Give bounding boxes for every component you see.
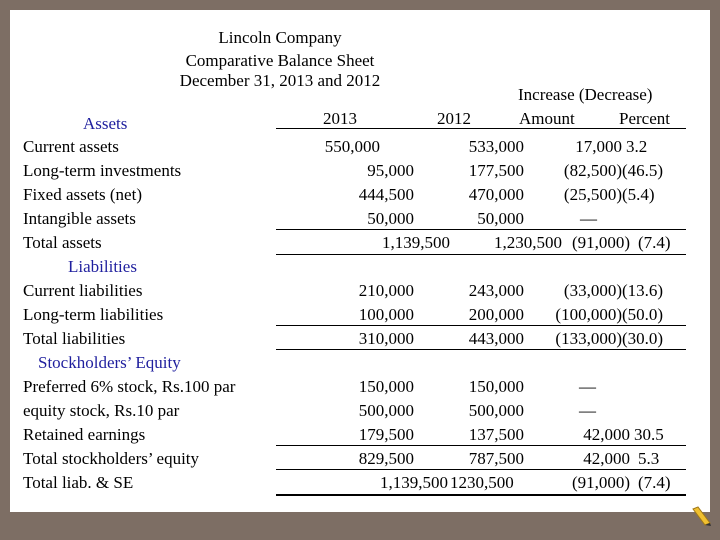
row-2013: 179,500	[358, 425, 414, 444]
row-amount: —	[579, 401, 596, 420]
row-2013: 50,000	[367, 209, 414, 228]
row-amount: —	[579, 377, 596, 396]
row-2013: 100,000	[358, 305, 414, 324]
row-2013: 829,500	[358, 449, 414, 468]
section-liabilities: Liabilities	[68, 257, 137, 276]
row-2013: 444,500	[358, 185, 414, 204]
row-2013: 1,139,500	[382, 233, 450, 252]
subtotal-rule	[276, 229, 686, 230]
total-rule	[276, 254, 686, 255]
row-percent: (30.0)	[622, 329, 664, 348]
row-amount: (91,000)	[572, 233, 631, 252]
row-label: Fixed assets (net)	[23, 185, 142, 204]
row-label: Long-term investments	[23, 161, 182, 180]
row-amount: 42,000	[583, 425, 630, 444]
row-percent: (5.4)	[622, 185, 655, 204]
row-2012: 150,000	[468, 377, 524, 396]
row-2013: 210,000	[358, 281, 414, 300]
row-2013: 1,139,500	[380, 473, 448, 492]
row-2012: 443,000	[468, 329, 524, 348]
row-label: Long-term liabilities	[23, 305, 164, 324]
row-2013: 550,000	[324, 137, 380, 156]
row-label: Total liabilities	[23, 329, 126, 348]
row-amount: (25,500)	[563, 185, 622, 204]
row-percent: (50.0)	[622, 305, 664, 324]
row-2012: 50,000	[477, 209, 524, 228]
row-2012: 200,000	[468, 305, 524, 324]
row-2013: 95,000	[367, 161, 414, 180]
total-rule	[276, 469, 686, 470]
row-amount: (82,500)	[563, 161, 622, 180]
row-2012: 1230,500	[450, 473, 514, 492]
row-2012: 1,230,500	[494, 233, 562, 252]
row-label: Preferred 6% stock, Rs.100 par	[23, 377, 236, 396]
increase-decrease-heading: Increase (Decrease)	[518, 85, 653, 104]
column-2012: 2012	[437, 109, 471, 128]
column-2013: 2013	[323, 109, 357, 128]
row-2012: 243,000	[468, 281, 524, 300]
row-amount: (100,000)	[555, 305, 622, 324]
row-amount: —	[580, 209, 597, 228]
row-2012: 177,500	[468, 161, 524, 180]
row-percent: (7.4)	[638, 233, 671, 252]
row-2013: 500,000	[358, 401, 414, 420]
row-amount: 42,000	[583, 449, 630, 468]
column-amount: Amount	[519, 109, 575, 128]
row-percent: 3.2	[626, 137, 648, 156]
company-name: Lincoln Company	[218, 28, 342, 47]
row-label: equity stock, Rs.10 par	[23, 401, 180, 420]
section-equity: Stockholders’ Equity	[38, 353, 181, 372]
row-label: Total stockholders’ equity	[23, 449, 200, 468]
row-amount: (33,000)	[563, 281, 622, 300]
row-label: Current liabilities	[23, 281, 143, 300]
row-percent: 30.5	[634, 425, 664, 444]
total-rule	[276, 349, 686, 350]
row-percent: 5.3	[638, 449, 660, 468]
row-label: Total liab. & SE	[23, 473, 134, 492]
row-percent: (46.5)	[622, 161, 664, 180]
row-2012: 137,500	[468, 425, 524, 444]
row-percent: (13.6)	[622, 281, 664, 300]
row-2012: 470,000	[468, 185, 524, 204]
row-amount: 17,000	[575, 137, 622, 156]
row-amount: (91,000)	[572, 473, 631, 492]
statement-title: Comparative Balance Sheet	[185, 51, 375, 70]
row-2012: 787,500	[468, 449, 524, 468]
pencil-icon	[690, 505, 712, 527]
row-amount: (133,000)	[555, 329, 622, 348]
row-2013: 150,000	[358, 377, 414, 396]
row-label: Total assets	[23, 233, 102, 252]
header-underline	[276, 128, 686, 129]
row-percent: (7.4)	[638, 473, 671, 492]
balance-sheet-page	[10, 10, 710, 512]
subtotal-rule	[276, 445, 686, 446]
row-label: Retained earnings	[23, 425, 146, 444]
row-label: Current assets	[23, 137, 119, 156]
row-2012: 500,000	[468, 401, 524, 420]
subtotal-rule	[276, 325, 686, 326]
column-percent: Percent	[619, 109, 670, 128]
statement-date: December 31, 2013 and 2012	[179, 71, 381, 90]
row-label: Intangible assets	[23, 209, 136, 228]
section-assets: Assets	[83, 114, 128, 133]
grand-total-rule	[276, 494, 686, 496]
row-2012: 533,000	[468, 137, 524, 156]
row-2013: 310,000	[358, 329, 414, 348]
